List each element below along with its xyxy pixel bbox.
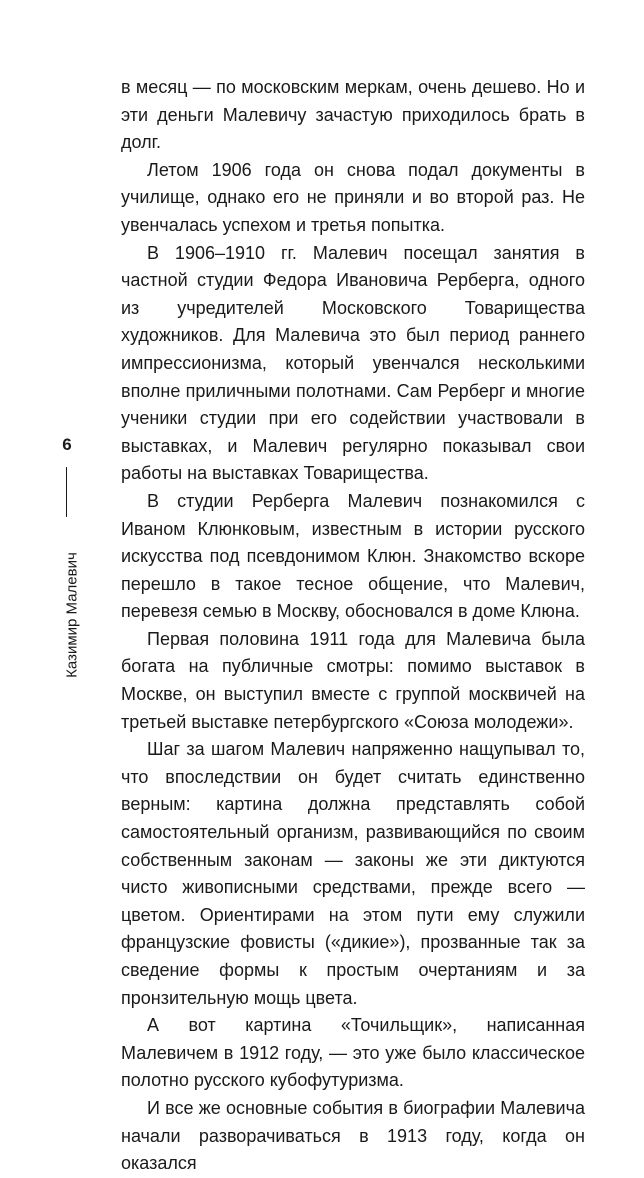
- paragraph: Первая половина 1911 года для Малевича была богата на публичные смотры: помимо выставок в Москве, он выступил вместе с группой москвичей на третьей выставке петербургского «Союза молодежи».: [121, 628, 585, 732]
- running-head: Казимир Малевич: [63, 552, 81, 678]
- paragraph: И все же основные события в биографии Малевича начали разворачиваться в 1913 году, когда он оказался: [121, 1097, 585, 1174]
- paragraph: в месяц — по московским меркам, очень дешево. Но и эти деньги Малевичу зачастую приходилось брать в долг.: [121, 77, 585, 153]
- paragraph: А вот картина «Точильщик», написанная Малевичем в 1912 году, — это уже было классическое полотно русского кубофутуризма.: [121, 1015, 585, 1091]
- margin-divider: [66, 467, 67, 517]
- body-text: [121, 74, 585, 1178]
- page-number: 6: [62, 435, 72, 454]
- paragraph: В студии Рерберга Малевич познакомился с Иваном Клюнковым, известным в истории русского искусства под псевдонимом Клюн. Знакомство вскоре перешло в такое тесное общение, что Малевич, перевезя семью в Москву, обосновался в доме Клюна.: [121, 490, 585, 622]
- paragraph: Летом 1906 года он снова подал документы в училище, однако его не приняли и во второй раз. Не увенчалась успехом и третья попытка.: [121, 159, 585, 235]
- paragraph: В 1906–1910 гг. Малевич посещал занятия в частной студии Федора Ивановича Рерберга, одного из учредителей Московского Товарищества художников. Для Малевича это был период раннего импрессионизма, который увенчался несколькими вполне приличными полотнами. Сам Рерберг и многие ученики студии при его содействии участвовали в выставках, и Малевич регулярно показывал свои работы на выставках Товарищества.: [121, 242, 585, 484]
- paragraph: Шаг за шагом Малевич напряженно нащупывал то, что впоследствии он будет считать единственно верным: картина должна представлять собой самостоятельный организм, развивающийся по своим собственным законам — законы же эти диктуются чисто живописными средствами, прежде всего — цветом. Ориентирами на этом пути ему служили французские фовисты («дикие»), прозванные так за сведение формы к простым очертаниям и за пронзительную мощь цвета.: [121, 739, 585, 1008]
